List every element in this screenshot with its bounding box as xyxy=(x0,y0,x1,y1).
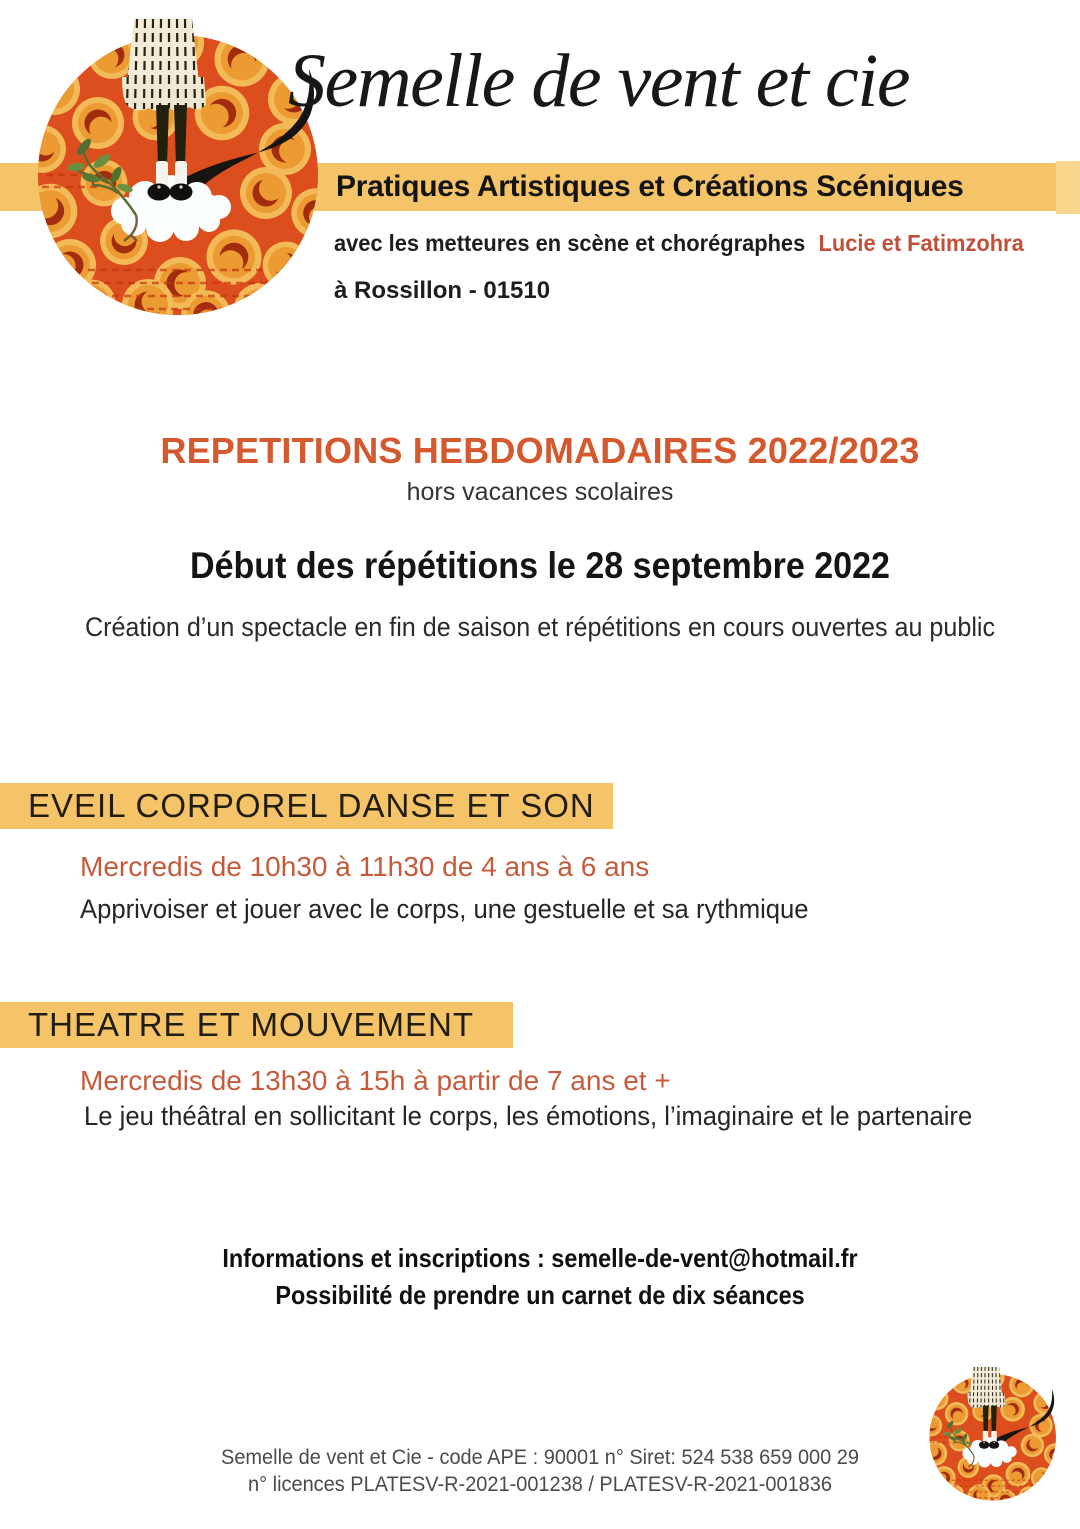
company-title: Semelle de vent et cie xyxy=(288,39,910,123)
footer-legal-line2: n° licences PLATESV-R-2021-001238 / PLATESV-R-2021-001836 xyxy=(248,1473,832,1496)
team-line xyxy=(334,230,1024,257)
location-line: à Rossillon - 01510 xyxy=(334,277,551,304)
section-title-eveil: EVEIL CORPOREL DANSE ET SON xyxy=(0,783,613,829)
section-schedule-eveil: Mercredis de 10h30 à 11h30 de 4 ans à 6 ans xyxy=(80,851,650,882)
team-prefix: avec les metteures en scène et chorégraphes xyxy=(334,230,806,256)
section-description-theatre: Le jeu théâtral en sollicitant le corps, les émotions, l’imaginaire et le partenaire xyxy=(84,1101,973,1131)
contact-carnet-line: Possibilité de prendre un carnet de dix séances xyxy=(275,1280,805,1310)
footer-legal-line1: Semelle de vent et Cie - code APE : 90001 n° Siret: 524 538 659 000 29 xyxy=(221,1446,859,1469)
section-schedule-theatre: Mercredis de 13h30 à 15h à partir de 7 ans et + xyxy=(80,1065,671,1096)
contact-info-line: Informations et inscriptions : semelle-de-vent@hotmail.fr xyxy=(222,1243,858,1273)
section-description-eveil: Apprivoiser et jouer avec le corps, une gestuelle et sa rythmique xyxy=(80,894,809,924)
section-title-theatre: THEATRE ET MOUVEMENT xyxy=(0,1002,513,1048)
start-date-line: Début des répétitions le 28 septembre 2022 xyxy=(189,545,890,586)
banner-subtitle: Pratiques Artistiques et Créations Scéniques xyxy=(336,170,964,203)
rehearsals-subheading: hors vacances scolaires xyxy=(406,478,674,506)
team-names: Lucie et Fatimzohra xyxy=(818,230,1024,256)
rehearsals-heading: REPETITIONS HEBDOMADAIRES 2022/2023 xyxy=(160,430,920,471)
header-band-tail xyxy=(1056,161,1080,214)
season-description: Création d’un spectacle en fin de saison et répétitions en cours ouvertes au public xyxy=(84,612,996,642)
